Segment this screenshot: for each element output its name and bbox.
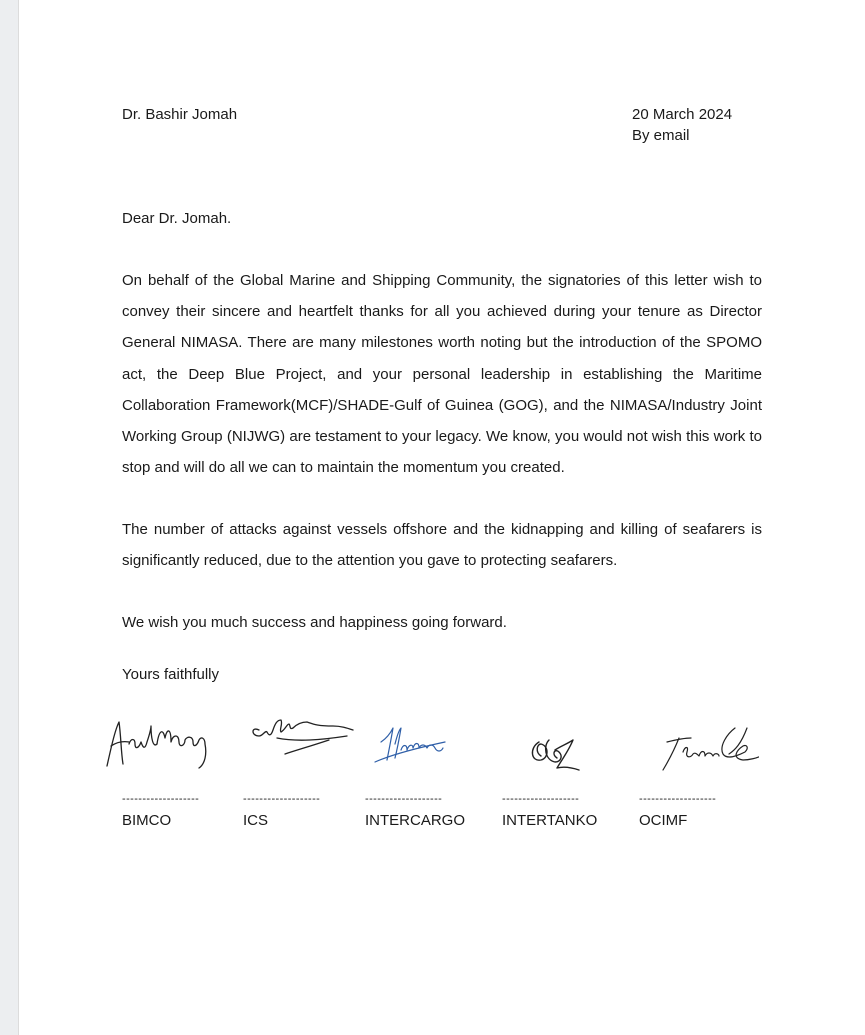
closing-phrase: Yours faithfully [122,666,220,683]
recipient-name: Dr. Bashir Jomah [122,106,238,123]
signature-line: ------------------- [639,793,717,805]
signatory-ics: ICS [243,812,269,829]
ocimf-signature [639,708,759,778]
intercargo-signature [369,708,449,778]
signatory-ocimf: OCIMF [639,812,688,829]
signature-line: ------------------- [243,793,321,805]
ics-signature [237,708,357,778]
intertanko-signature [519,708,589,778]
signatory-intertanko: INTERTANKO [502,812,598,829]
bimco-signature [99,708,219,778]
signatory-bimco: BIMCO [122,812,172,829]
signature-line: ------------------- [502,793,580,805]
salutation: Dear Dr. Jomah. [122,210,232,227]
letter-date: 20 March 2024 [632,106,733,123]
body-paragraph-1: On behalf of the Global Marine and Shipping Community, the signatories of this letter wish to convey their sincere and heartfelt thanks for all you achieved during your tenure as Director General NIMASA. There are many milestones worth noting but the introduction of the SPOMO act, the Deep Blue Project, and your personal leadership in establishing the Maritime Collaboration Framework(MCF)/SHADE-Gulf of Guinea (GOG), and the NIMASA/Industry Joint Working Group (NIJWG) are testament to your legacy. We know, you would not wish this work to stop and will do all we can to maintain the momentum you created. [122,272,762,477]
signatory-intercargo: INTERCARGO [365,812,466,829]
delivery-method: By email [632,127,690,144]
closing-wish: We wish you much success and happiness going forward. [122,614,507,631]
signature-line: ------------------- [122,793,200,805]
letter-page [18,0,865,1035]
signature-line: ------------------- [365,793,443,805]
body-paragraph-2: The number of attacks against vessels offshore and the kidnapping and killing of seafarers is significantly reduced, due to the attention you gave to protecting seafarers. [122,521,762,570]
